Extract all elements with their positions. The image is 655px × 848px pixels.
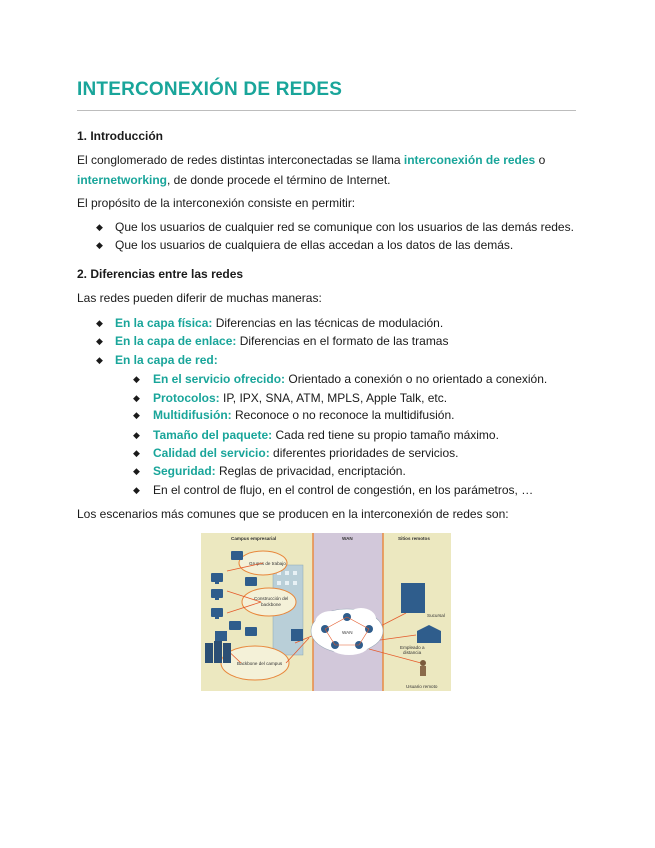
bullet-icon: ◆ xyxy=(96,318,103,328)
net-subitem-3 xyxy=(153,407,454,423)
term-internetworking: internetworking xyxy=(77,173,168,187)
intro-text-b: o xyxy=(535,153,546,167)
workgroups-label: Grupos de trabajo xyxy=(249,561,286,566)
sub-bullet-icon: ◆ xyxy=(133,410,140,420)
intro-text-c: , de donde procede el término de Internet. xyxy=(167,173,391,187)
wan-header: WAN xyxy=(342,536,353,541)
branch-label: Sucursal xyxy=(427,613,445,618)
diff-item-2 xyxy=(115,333,448,349)
subitem-text: Reglas de privacidad, encriptación. xyxy=(215,464,406,478)
section-1-heading: 1. Introducción xyxy=(77,129,164,143)
diff-item-text: Diferencias en las técnicas de modulación. xyxy=(212,316,444,330)
differences-intro: Las redes pueden diferir de muchas maneras: xyxy=(77,291,322,305)
net-subitem-4 xyxy=(153,427,499,443)
computer-icon xyxy=(231,551,243,560)
intro-paragraph-line-2 xyxy=(77,172,391,188)
server-icon xyxy=(205,643,213,663)
subitem-label: Calidad del servicio: xyxy=(153,446,270,460)
net-subitem-6 xyxy=(153,463,406,479)
net-subitem-5 xyxy=(153,445,458,461)
purpose-bullet-2: Que los usuarios de cualquiera de ellas accedan a los datos de las demás. xyxy=(115,238,514,252)
purpose-paragraph: El propósito de la interconexión consiste en permitir: xyxy=(77,196,356,210)
employee-label-1: Empleado a xyxy=(400,645,425,650)
sub-bullet-icon: ◆ xyxy=(133,430,140,440)
title-divider xyxy=(77,110,576,111)
computer-icon xyxy=(211,608,223,617)
branch-building xyxy=(401,583,425,613)
term-interconexion: interconexión de redes xyxy=(403,153,536,167)
computer-icon xyxy=(211,589,223,598)
net-subitem-1 xyxy=(153,371,547,387)
window-icon xyxy=(285,571,289,575)
sub-bullet-icon: ◆ xyxy=(133,448,140,458)
computer-icon xyxy=(229,621,241,630)
window-icon xyxy=(293,571,297,575)
sub-bullet-icon: ◆ xyxy=(133,466,140,476)
computer-icon xyxy=(245,577,257,586)
page-title: INTERCONEXIÓN DE REDES xyxy=(77,79,343,100)
sub-bullet-icon: ◆ xyxy=(133,374,140,384)
sub-bullet-icon: ◆ xyxy=(133,485,140,495)
employee-label-2: distancia xyxy=(403,650,422,655)
wan-cloud-label: WAN xyxy=(342,630,353,635)
bullet-icon: ◆ xyxy=(96,222,103,232)
remote-header: Sitios remotos xyxy=(398,536,430,541)
subitem-text: diferentes prioridades de servicios. xyxy=(269,446,459,460)
net-subitem-2 xyxy=(153,390,447,406)
purpose-bullet-1: Que los usuarios de cualquier red se comunique con los usuarios de las demás redes. xyxy=(115,220,574,234)
bullet-icon: ◆ xyxy=(96,355,103,365)
person-icon xyxy=(420,660,426,666)
section-2-heading: 2. Diferencias entre las redes xyxy=(77,267,244,281)
window-icon xyxy=(293,581,297,585)
diff-item-1 xyxy=(115,315,443,331)
diff-item-label: En la capa de enlace: xyxy=(115,334,237,348)
subitem-text: IP, IPX, SNA, ATM, MPLS, Apple Talk, etc. xyxy=(219,391,448,405)
server-rack xyxy=(205,641,231,663)
switch-icon xyxy=(291,629,303,641)
switch-icon xyxy=(215,631,227,641)
person-body xyxy=(420,666,426,676)
subitem-text: En el control de flujo, en el control de congestión, en los parámetros, … xyxy=(153,483,534,497)
scenarios-paragraph: Los escenarios más comunes que se producen en la interconexión de redes son: xyxy=(77,507,509,521)
network-diagram-svg xyxy=(201,533,451,691)
backbone-label-2: backbone xyxy=(261,602,281,607)
window-icon xyxy=(277,581,281,585)
sub-bullet-icon: ◆ xyxy=(133,393,140,403)
computer-icon xyxy=(245,627,257,636)
computer-stand xyxy=(215,582,219,584)
window-icon xyxy=(285,581,289,585)
subitem-text: Reconoce o no reconoce la multidifusión. xyxy=(231,408,455,422)
diff-item-3 xyxy=(115,352,218,368)
campus-header: Campus empresarial xyxy=(231,536,277,541)
subitem-label: Protocolos: xyxy=(153,391,220,405)
backbone-label-1: Construcción del xyxy=(254,596,289,601)
subitem-label: En el servicio ofrecido: xyxy=(153,372,286,386)
computer-stand xyxy=(215,598,219,600)
bullet-icon: ◆ xyxy=(96,336,103,346)
network-diagram xyxy=(201,533,451,691)
computer-icon xyxy=(211,573,223,582)
subitem-label: Tamaño del paquete: xyxy=(153,428,273,442)
server-icon xyxy=(214,641,222,663)
remote-user-label: Usuario remoto xyxy=(406,684,438,689)
subitem-text: Orientado a conexión o no orientado a conexión. xyxy=(285,372,548,386)
diff-item-label: En la capa de red: xyxy=(115,353,218,367)
intro-paragraph-line-1 xyxy=(77,152,545,168)
diff-item-text: Diferencias en el formato de las tramas xyxy=(236,334,449,348)
subitem-label: Seguridad: xyxy=(153,464,216,478)
server-icon xyxy=(223,643,231,663)
intro-text-a: El conglomerado de redes distintas interconectadas se llama xyxy=(77,153,404,167)
subitem-text: Cada red tiene su propio tamaño máximo. xyxy=(272,428,499,442)
net-subitem-7 xyxy=(153,482,533,498)
computer-stand xyxy=(215,617,219,619)
subitem-label: Multidifusión: xyxy=(153,408,232,422)
bullet-icon: ◆ xyxy=(96,240,103,250)
campus-backbone-label: Backbone del campus xyxy=(237,661,283,666)
diff-item-label: En la capa física: xyxy=(115,316,213,330)
